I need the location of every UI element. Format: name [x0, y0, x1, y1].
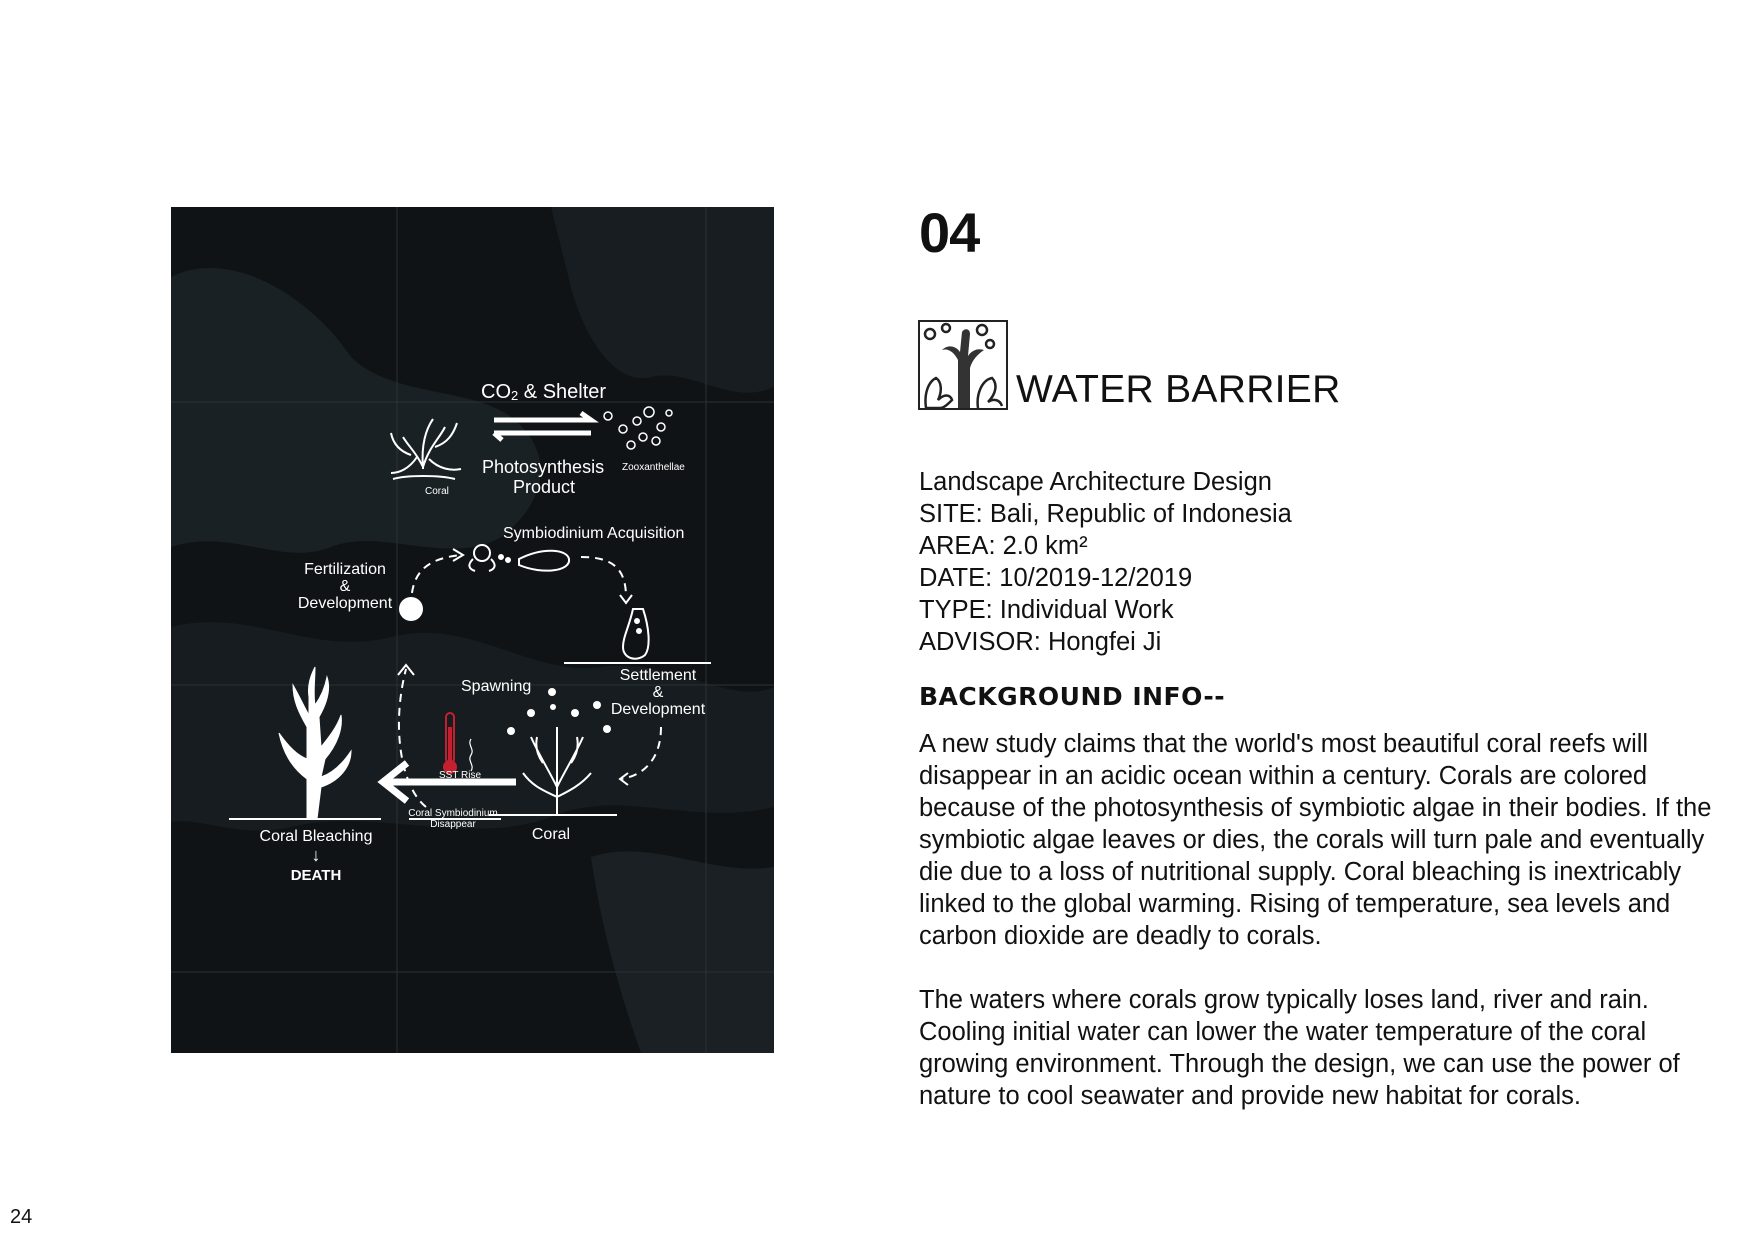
photosynthesis-label: Photosynthesis — [482, 457, 605, 477]
background-heading: BACKGROUND INFO-- — [919, 682, 1226, 711]
coral-small-label: Coral — [425, 486, 449, 497]
coral-bleaching-label: Coral Bleaching — [259, 828, 373, 845]
background-paragraph-1: A new study claims that the world's most beautiful coral reefs will disappear in an acidic ocean within a century. Corals are colored because of the photosynthesis of symbiotic algae in their bodies. If the symbiotic algae leaves or dies, the corals will turn pale and eventually die due to a loss of nutritional supply. Coral bleaching is inextricably linked to the global warming. Rising of temperature, sea levels and carbon dioxide are deadly to corals. — [919, 730, 1712, 950]
disappear-label-line2: Disappear — [430, 819, 476, 830]
death-label: DEATH — [290, 867, 342, 884]
meta-date: DATE: 10/2019-12/2019 — [919, 564, 1193, 592]
fertilization-label: Fertilization — [304, 561, 386, 578]
fertilization-development-label: Development — [297, 595, 393, 612]
settlement-label: Settlement — [619, 667, 697, 684]
symbiodinium-acquisition-label: Symbiodinium Acquisition — [503, 525, 685, 542]
sst-rise-label: SST Rise — [439, 770, 482, 781]
background-map — [171, 207, 774, 1053]
meta-type: TYPE: Individual Work — [919, 596, 1174, 624]
coral-lifecycle-diagram — [171, 207, 774, 1053]
fertilization-node — [399, 597, 423, 621]
meta-area: AREA: 2.0 km² — [919, 532, 1088, 560]
page-number: 24 — [10, 1206, 33, 1228]
fertilization-amp-label: & — [339, 578, 351, 595]
settlement-amp-label: & — [652, 684, 664, 701]
project-meta-list — [919, 466, 1292, 658]
spawning-label: Spawning — [461, 678, 532, 695]
symbiodinium-icon — [469, 545, 569, 571]
meta-site: SITE: Bali, Republic of Indonesia — [919, 500, 1292, 528]
zooxanthellae-label: Zooxanthellae — [622, 462, 685, 473]
project-title: WATER BARRIER — [1016, 368, 1341, 411]
meta-discipline: Landscape Architecture Design — [919, 468, 1272, 496]
settlement-icon — [564, 609, 711, 663]
project-number: 04 — [919, 201, 980, 264]
meta-advisor: ADVISOR: Hongfei Ji — [919, 628, 1162, 656]
down-arrow-label: ↓ — [311, 845, 321, 865]
product-label: Product — [513, 477, 576, 497]
settlement-development-label: Development — [610, 701, 706, 718]
coral-label: Coral — [531, 826, 571, 843]
background-paragraph-2: The waters where corals grow typically loses land, river and rain. Cooling initial water can lower the water temperature of the coral growing environment. Through the design, we can use the power of nature to cool seawater and provide new habitat for corals. — [919, 986, 1680, 1110]
disappear-label-line1: Coral Symbiodinium — [408, 808, 498, 819]
diagram-canvas — [171, 207, 774, 1053]
zooxanthellae-icon — [604, 407, 672, 449]
coral-logo-icon — [918, 320, 1008, 410]
co2-shelter-label: CO2 & Shelter — [481, 381, 607, 403]
